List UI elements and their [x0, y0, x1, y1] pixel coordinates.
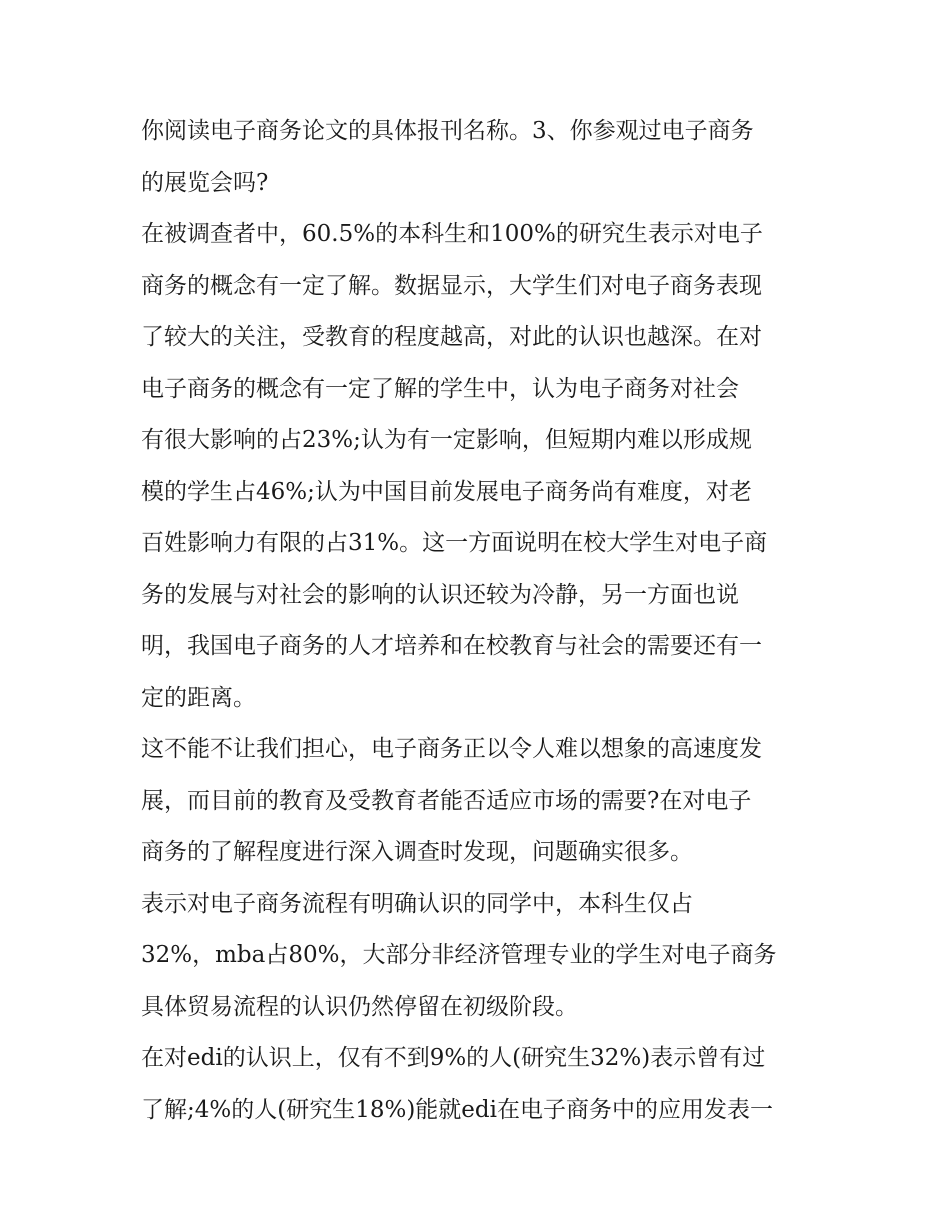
text-line: 百姓影响力有限的占31%。这一方面说明在校大学生对电子商: [141, 530, 768, 556]
text-line: 在对edi的认识上，仅有不到9%的人(研究生32%)表示曾有过: [141, 1045, 766, 1071]
text-line: 电子商务的概念有一定了解的学生中，认为电子商务对社会: [141, 375, 739, 402]
text-line: 你阅读电子商务论文的具体报刊名称。3、你参观过电子商务: [141, 118, 754, 144]
text-line: 的展览会吗?: [141, 169, 269, 196]
text-line: 商务的了解程度进行深入调查时发现，问题确实很多。: [141, 839, 693, 865]
text-line: 有很大影响的占23%;认为有一定影响，但短期内难以形成规: [141, 427, 752, 453]
body-text: [141, 106, 821, 1136]
text-line: 商务的概念有一定了解。数据显示，大学生们对电子商务表现: [141, 272, 762, 299]
text-line: 在被调查者中，60.5%的本科生和100%的研究生表示对电子: [141, 221, 763, 247]
text-line: 了较大的关注，受教育的程度越高，对此的认识也越深。在对: [141, 324, 762, 350]
text-line: 展，而目前的教育及受教育者能否适应市场的需要?在对电子: [141, 787, 752, 814]
text-line: 具体贸易流程的认识仍然停留在初级阶段。: [141, 993, 578, 1020]
text-line: 这不能不让我们担心，电子商务正以令人难以想象的高速度发: [141, 736, 762, 762]
text-line: 定的距离。: [141, 684, 256, 711]
text-line: 模的学生占46%;认为中国目前发展电子商务尚有难度，对老: [141, 478, 752, 505]
text-line: 32%，mba占80%，大部分非经济管理专业的学生对电子商务: [141, 942, 777, 968]
text-line: 务的发展与对社会的影响的认识还较为冷静，另一方面也说: [141, 581, 739, 608]
text-line: 明，我国电子商务的人才培养和在校教育与社会的需要还有一: [141, 633, 762, 659]
text-line: 表示对电子商务流程有明确认识的同学中，本科生仅占: [141, 890, 693, 917]
text-line: 了解;4%的人(研究生18%)能就edi在电子商务中的应用发表一: [141, 1096, 773, 1123]
